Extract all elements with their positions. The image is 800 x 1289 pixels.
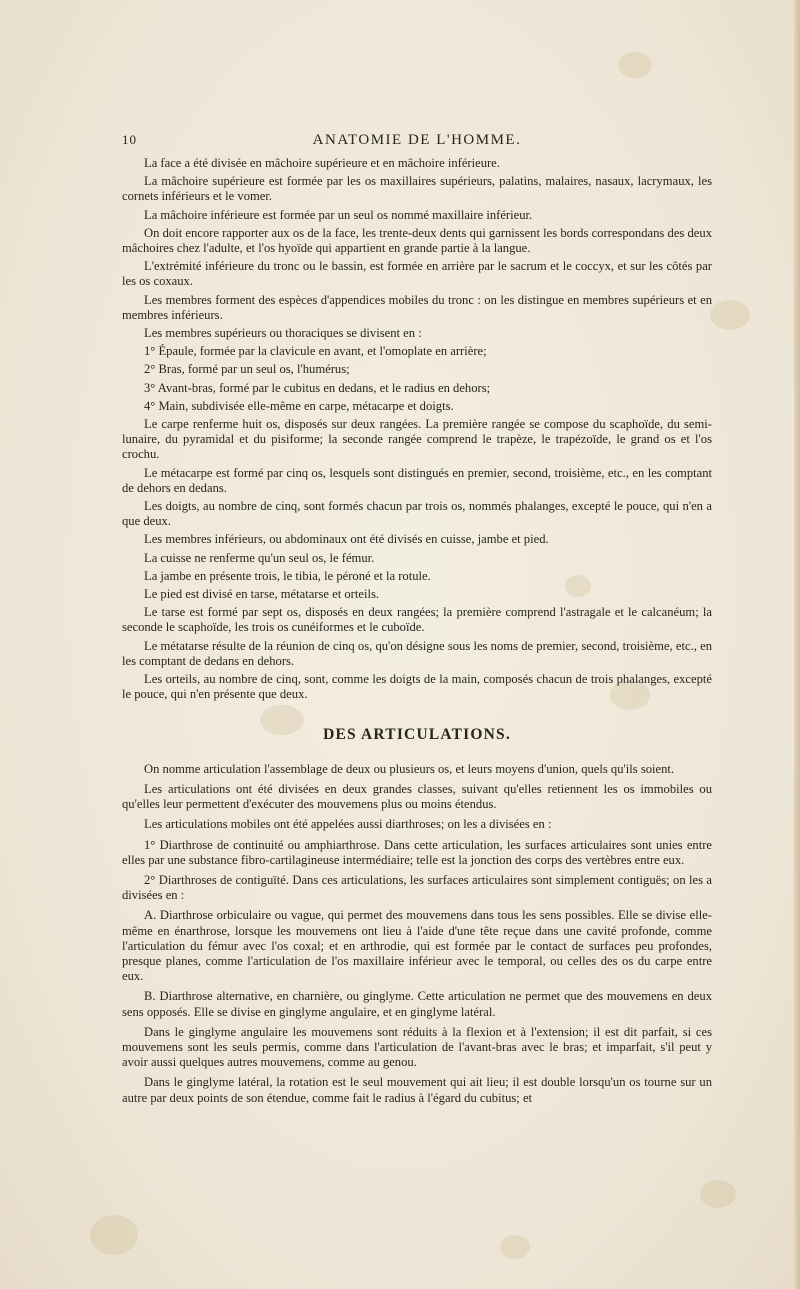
paragraph: Les articulations ont été divisées en deux grandes classes, suivant qu'elles retiennent les os immobiles ou qu'elles leur permettent d'exécuter des mouvemens plus ou moins étendus. [122, 781, 712, 812]
paragraph: Le pied est divisé en tarse, métatarse et orteils. [144, 587, 379, 602]
paragraph: Les articulations mobiles ont été appelées aussi diarthroses; on les a divisées en : [144, 817, 552, 832]
foxing-stain [618, 52, 652, 78]
paragraph: La cuisse ne renferme qu'un seul os, le fémur. [144, 550, 375, 565]
paragraph: L'extrémité inférieure du tronc ou le bassin, est formée en arrière par le sacrum et le coccyx, et sur les côtés par les os coxaux. [122, 259, 712, 289]
foxing-stain [500, 1235, 530, 1259]
foxing-stain [710, 300, 750, 330]
paragraph: B. Diarthrose alternative, en charnière, ou ginglyme. Cette articulation ne permet que des mouvemens en deux sens opposés. Elle se divise en ginglyme angulaire, et en ginglyme latéral. [122, 989, 712, 1019]
paragraph: Le carpe renferme huit os, disposés sur deux rangées. La première rangée se compose du scaphoïde, du semi-lunaire, du pyramidal et du pisiforme; la seconde rangée comprend le trapèze, le trapézoïde, le grand os et l'os crochu. [122, 417, 712, 462]
paragraph: A. Diarthrose orbiculaire ou vague, qui permet des mouvemens dans tous les sens possibles. Elle se divise elle-même en énarthrose, lorsque les mouvemens ont lieu à l'aide d'une tête reçue dans une cavité profonde, comme l'articulation du fémur avec l'os coxal; et en arthrodie, qui est formée par le contact de surfaces peu profondes, presque planes, comme l'articulation de l'os maxillaire inférieur avec le temporal, ou celles des os du carpe entre eux. [122, 908, 712, 984]
running-title: ANATOMIE DE L'HOMME. [312, 132, 522, 148]
paragraph: Les doigts, au nombre de cinq, sont formés chacun par trois os, nommés phalanges, excepté le pouce, qui n'en a que deux. [122, 499, 712, 529]
paragraph: Le métatarse résulte de la réunion de cinq os, qu'on désigne sous les noms de premier, second, troisième, etc., en les comptant de dedans en dehors. [122, 638, 712, 668]
paragraph: On nomme articulation l'assemblage de deux ou plusieurs os, et leurs moyens d'union, quels qu'ils soient. [144, 761, 675, 776]
paragraph: Dans le ginglyme latéral, la rotation est le seul mouvement qui ait lieu; il est double lorsqu'un os tourne sur un autre par deux points de son étendue, comme fait le radius à l'égard du cubitus; et [122, 1075, 712, 1105]
page-header [122, 132, 712, 152]
paragraph: Le métacarpe est formé par cinq os, lesquels sont distingués en premier, second, troisième, etc., en les comptant de dehors en dedans. [122, 465, 712, 495]
paragraph: On doit encore rapporter aux os de la face, les trente-deux dents qui garnissent les bords correspondans des deux mâchoires chez l'adulte, et l'os hyoïde qui appartient en grande partie à la langue. [122, 225, 712, 256]
foxing-stain [90, 1215, 138, 1255]
body-text [122, 156, 712, 1111]
foxing-stain [700, 1180, 736, 1208]
paragraph: La mâchoire inférieure est formée par un seul os nommé maxillaire inférieur. [144, 207, 533, 222]
paragraph: Les membres supérieurs ou thoraciques se divisent en : [144, 326, 422, 341]
list-item: 3° Avant-bras, formé par le cubitus en dedans, et le radius en dehors; [144, 380, 491, 395]
paragraph: Les orteils, au nombre de cinq, sont, comme les doigts de la main, composés chacun de trois phalanges, excepté le pouce, qui n'en présente que deux. [122, 672, 712, 702]
paragraph: 2° Diarthroses de contiguïté. Dans ces articulations, les surfaces articulaires sont simplement contiguës; on les a divisées en : [122, 872, 712, 903]
paragraph: Le tarse est formé par sept os, disposés en deux rangées; la première comprend l'astragale et le calcanéum; la seconde le scaphoïde, les trois os cunéiformes et le cuboïde. [122, 605, 712, 635]
page-edge [794, 0, 800, 1289]
paragraph: La face a été divisée en mâchoire supérieure et en mâchoire inférieure. [144, 156, 500, 170]
paragraph: Dans le ginglyme angulaire les mouvemens sont réduits à la flexion et à l'extension; il est dit parfait, si ces mouvemens sont les seuls permis, comme dans l'articulation de l'avant-bras avec le bras; et imparfait, s'il peut y avoir aussi quelques autres mouvemens, comme au genou. [122, 1024, 712, 1070]
page-number: 10 [122, 132, 137, 147]
paragraph: La jambe en présente trois, le tibia, le péroné et la rotule. [144, 568, 431, 583]
paragraph: Les membres forment des espèces d'appendices mobiles du tronc : on les distingue en membres supérieurs et en membres inférieurs. [122, 292, 712, 322]
paragraph: 1° Diarthrose de continuité ou amphiarthrose. Dans cette articulation, les surfaces articulaires sont unies entre elles par une substance fibro-cartilagineuse intermédiaire; telle est la jonction des corps des vertèbres entre eux. [122, 837, 712, 867]
list-item: 1° Épaule, formée par la clavicule en avant, et l'omoplate en arrière; [144, 344, 487, 359]
paragraph: La mâchoire supérieure est formée par les os maxillaires supérieurs, palatins, malaires, nasaux, lacrymaux, les cornets inférieurs et le vomer. [122, 174, 712, 204]
section-heading: DES ARTICULATIONS. [323, 725, 511, 743]
paragraph: Les membres inférieurs, ou abdominaux ont été divisés en cuisse, jambe et pied. [144, 532, 549, 547]
list-item: 4° Main, subdivisée elle-même en carpe, métacarpe et doigts. [144, 398, 454, 413]
list-item: 2° Bras, formé par un seul os, l'humérus; [144, 362, 350, 377]
